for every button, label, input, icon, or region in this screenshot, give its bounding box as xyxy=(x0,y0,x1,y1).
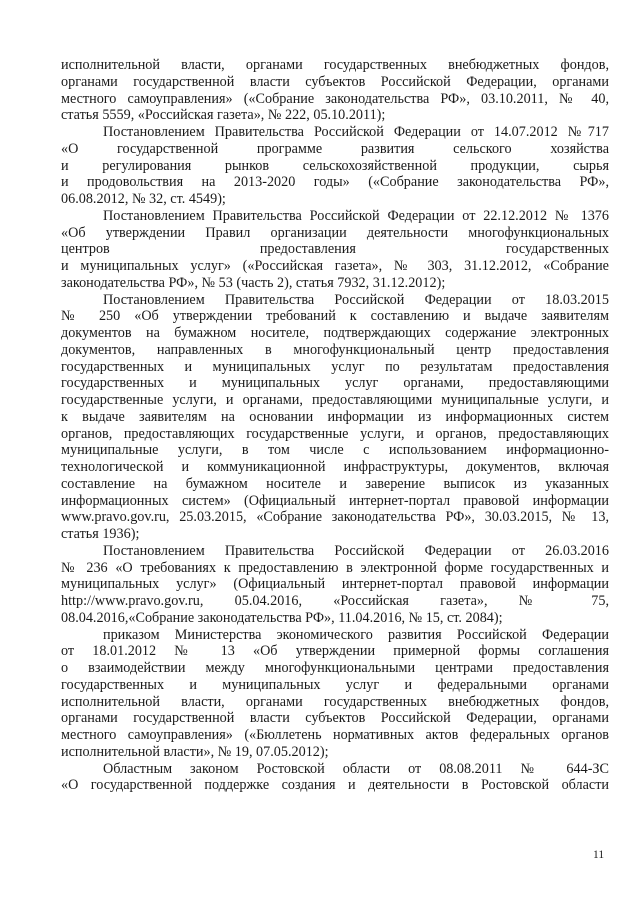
text-line: статья 1936); xyxy=(61,526,140,542)
page-number: 11 xyxy=(593,849,605,861)
text-line: местного самоуправления» («Бюллетень нормативных актов федеральных органов xyxy=(61,727,609,743)
text-line: государственных и муниципальных услуг по результатам предоставления xyxy=(61,358,609,375)
text-line: № 250 «Об утверждении требований к составлению и выдаче заявителям xyxy=(61,308,609,325)
text-line: исполнительной власти», № 19, 07.05.2012); xyxy=(61,743,329,760)
document-body xyxy=(61,57,609,794)
text-line: документов, направленных в многофункциональный центр предоставления xyxy=(61,341,609,358)
text-line: www.pravo.gov.ru, 25.03.2015, «Собрание законодательства РФ», 30.03.2015, № 13, xyxy=(61,509,609,526)
text-line: органами государственной власти субъектов Российской Федерации, органами xyxy=(61,73,609,90)
paragraph-first-line: Постановлением Правительства Российской Федерации от 26.03.2016 xyxy=(103,542,609,559)
paragraph-first-line: приказом Министерства экономического развития Российской Федерации xyxy=(103,626,609,643)
text-line: органов, предоставляющих государственные услуги, и органов, предоставляющих xyxy=(61,425,609,442)
text-line: о взаимодействии между многофункциональными центрами предоставления xyxy=(61,660,609,676)
text-line: государственные услуги, и органами, предоставляющими муниципальные услуги, и xyxy=(61,392,609,408)
text-line: государственных и муниципальных услуг органами, предоставляющими xyxy=(61,375,609,392)
text-line: статья 5559, «Российская газета», № 222, 05.10.2011); xyxy=(61,107,386,124)
text-line: документов на бумажном носителе, подтверждающих содержание электронных xyxy=(61,325,609,341)
text-line: 08.04.2016,«Собрание законодательства РФ», 11.04.2016, № 15, ст. 2084); xyxy=(61,609,503,626)
text-line: технологической и коммуникационной инфраструктуры, документов, включая xyxy=(61,459,609,475)
text-line: законодательства РФ», № 53 (часть 2), статья 7932, 31.12.2012); xyxy=(61,274,446,291)
text-line: и муниципальных услуг» («Российская газета», № 303, 31.12.2012, «Собрание xyxy=(61,258,609,274)
text-line: от 18.01.2012 № 13 «Об утверждении примерной формы соглашения xyxy=(61,643,609,660)
text-line: исполнительной власти, органами государственных внебюджетных фондов, xyxy=(61,693,609,710)
text-line: «О государственной поддержке создания и деятельности в Ростовской области xyxy=(61,777,609,794)
text-line: муниципальные услуги, в том числе с использованием информационно- xyxy=(61,442,609,459)
text-line: http://www.pravo.gov.ru, 05.04.2016, «Российская газета», № 75, xyxy=(61,593,609,609)
paragraph-first-line: Постановлением Правительства Российской Федерации от 18.03.2015 xyxy=(103,291,609,308)
text-line: местного самоуправления» («Собрание законодательства РФ», 03.10.2011, № 40, xyxy=(61,90,609,107)
text-line: муниципальных услуг» (Официальный интернет-портал правовой информации xyxy=(61,576,609,593)
text-line: составление на бумажном носителе и заверение выписок из указанных xyxy=(61,475,609,492)
text-line: и регулирования рынков сельскохозяйственной продукции, сырья xyxy=(61,157,609,174)
text-line: органами государственной власти субъектов Российской Федерации, органами xyxy=(61,710,609,727)
text-line: № 236 «О требованиях к предоставлению в электронной форме государственных и xyxy=(61,559,609,576)
text-line: центров предоставления государственных xyxy=(61,241,609,258)
text-line: 06.08.2012, № 32, ст. 4549); xyxy=(61,191,226,207)
text-line: «О государственной программе развития сельского хозяйства xyxy=(61,140,609,157)
text-line: исполнительной власти, органами государственных внебюджетных фондов, xyxy=(61,57,609,73)
paragraph-first-line: Постановлением Правительства Российской Федерации от 14.07.2012 №717 xyxy=(103,124,609,140)
text-line: государственных и муниципальных услуг и федеральными органами xyxy=(61,676,609,693)
text-line: «Об утверждении Правил организации деятельности многофункциональных xyxy=(61,224,609,241)
text-line: и продовольствия на 2013-2020 годы» («Собрание законодательства РФ», xyxy=(61,174,609,191)
text-line: информационных систем» (Официальный интернет-портал правовой информации xyxy=(61,492,609,509)
text-line: к выдаче заявителям на основании информации из информационных систем xyxy=(61,408,609,425)
paragraph-first-line: Областным законом Ростовской области от 08.08.2011 № 644-ЗС xyxy=(103,760,609,777)
paragraph-first-line: Постановлением Правительства Российской Федерации от 22.12.2012 № 1376 xyxy=(103,207,609,224)
